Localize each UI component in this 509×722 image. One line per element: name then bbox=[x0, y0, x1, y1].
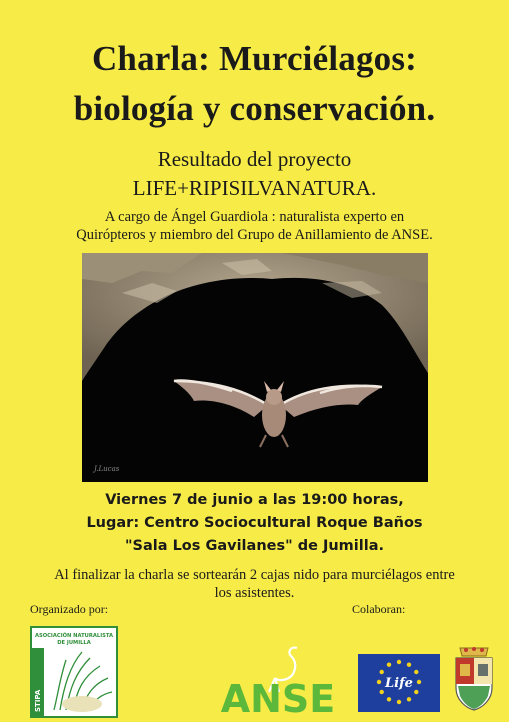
organized-by-label: Organizado por: bbox=[30, 602, 109, 616]
project-subtitle-line-1: Resultado del proyecto bbox=[157, 147, 352, 171]
anjum-logo-title: ASOCIACIÓN NATURALISTA bbox=[34, 633, 114, 639]
anjum-logo-subtitle: DE JUMILLA bbox=[57, 640, 91, 646]
poster-title-line-1: Charla: Murciélagos: bbox=[91, 39, 418, 78]
bat-photo bbox=[82, 253, 428, 482]
speaker-credit-line-1: A cargo de Ángel Guardiola : naturalista experto en bbox=[104, 209, 405, 225]
project-subtitle-line-2: LIFE+RIPISILVANATURA. bbox=[132, 176, 377, 200]
speaker-credit-line-2: Quirópteros y miembro del Grupo de Anillamiento de ANSE. bbox=[76, 227, 433, 243]
anse-logo-text: ANSE bbox=[220, 677, 336, 716]
life-logo-text: Life bbox=[385, 676, 413, 691]
poster-title-line-2: biología y conservación. bbox=[73, 89, 436, 128]
event-location: Lugar: Centro Sociocultural Roque Baños bbox=[86, 515, 423, 531]
photo-signature: J.Lucas bbox=[94, 465, 120, 473]
anse-logo bbox=[205, 644, 351, 716]
event-room: "Sala Los Gavilanes" de Jumilla. bbox=[124, 538, 384, 554]
jumilla-coat-of-arms bbox=[452, 646, 496, 712]
event-date-time: Viernes 7 de junio a las 19:00 horas, bbox=[105, 492, 404, 508]
collaborators-label: Colaboran: bbox=[352, 602, 406, 616]
anjum-logo-side: STIPA bbox=[34, 689, 42, 712]
bat-photo-illustration bbox=[82, 253, 428, 482]
eu-life-logo bbox=[358, 654, 440, 712]
raffle-note-line-2: los asistentes. bbox=[214, 585, 295, 601]
anjum-logo bbox=[30, 626, 118, 718]
raffle-note-line-1: Al finalizar la charla se sortearán 2 cajas nido para murciélagos entre bbox=[54, 567, 455, 583]
